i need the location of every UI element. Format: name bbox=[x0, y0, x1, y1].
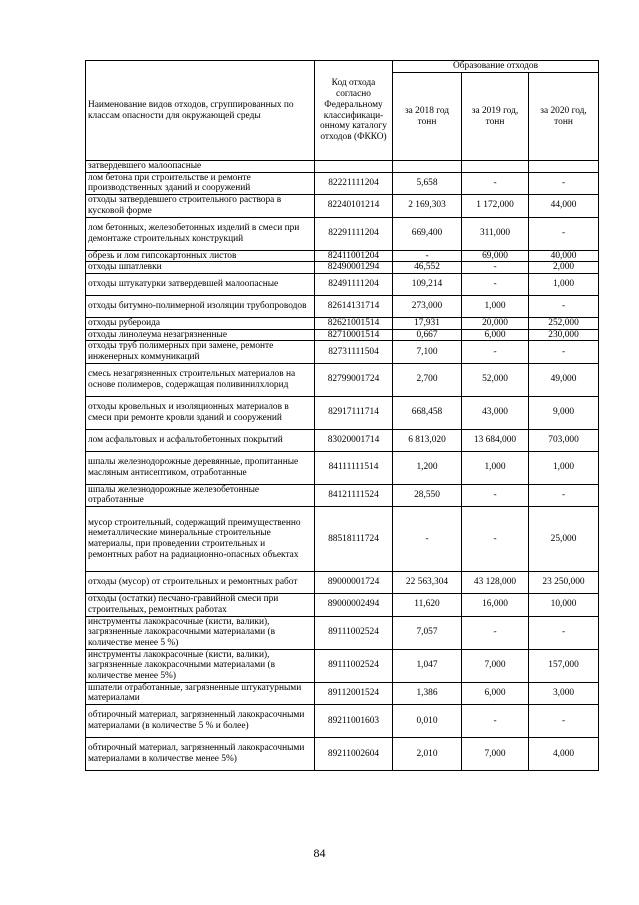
header-code: Код отхода согласно Федеральному классификаци-онному каталогу отходов (ФККО) bbox=[315, 61, 393, 161]
waste-name-cell: отходы затвердевшего строительного раствора в кусковой форме bbox=[86, 195, 315, 217]
value-2019-cell: 1 172,000 bbox=[462, 195, 529, 217]
waste-name-cell: лом бетона при строительстве и ремонте производственных зданий и сооружений bbox=[86, 172, 315, 194]
table-row bbox=[86, 682, 599, 704]
table-row bbox=[86, 317, 599, 329]
value-2020-cell: - bbox=[529, 616, 599, 649]
value-2019-cell: 16,000 bbox=[462, 594, 529, 616]
waste-code-cell: 82710001514 bbox=[315, 329, 393, 341]
waste-name-cell: отходы линолеума незагрязненные bbox=[86, 329, 315, 341]
value-2020-cell: 9,000 bbox=[529, 396, 599, 429]
value-2019-cell: - bbox=[462, 273, 529, 295]
waste-code-cell: 89211002604 bbox=[315, 738, 393, 771]
value-2018-cell: 5,658 bbox=[393, 172, 462, 194]
waste-name-cell: отходы кровельных и изоляционных материалов в смеси при ремонте кровли зданий и сооружений bbox=[86, 396, 315, 429]
value-2018-cell: 28,550 bbox=[393, 484, 462, 506]
waste-name-cell: затвердевшего малоопасные bbox=[86, 161, 315, 173]
waste-code-cell: 82221111204 bbox=[315, 172, 393, 194]
value-2020-cell: 44,000 bbox=[529, 195, 599, 217]
table-row bbox=[86, 616, 599, 649]
waste-name-cell: отходы (остатки) песчано-гравийной смеси при строительных, ремонтных работах bbox=[86, 594, 315, 616]
value-2020-cell: 252,000 bbox=[529, 317, 599, 329]
value-2019-cell: - bbox=[462, 262, 529, 274]
table-row bbox=[86, 273, 599, 295]
value-2018-cell: 0,010 bbox=[393, 705, 462, 738]
table-row bbox=[86, 341, 599, 363]
table-row bbox=[86, 705, 599, 738]
waste-name-cell: шпалы железнодорожные железобетонные отработанные bbox=[86, 484, 315, 506]
value-2018-cell bbox=[393, 161, 462, 173]
value-2019-cell: 1,000 bbox=[462, 295, 529, 317]
waste-code-cell: 89211001603 bbox=[315, 705, 393, 738]
waste-code-cell: 89000001724 bbox=[315, 572, 393, 594]
table-row bbox=[86, 363, 599, 396]
value-2020-cell: 1,000 bbox=[529, 273, 599, 295]
waste-code-cell: 89111002524 bbox=[315, 649, 393, 682]
value-2020-cell: - bbox=[529, 705, 599, 738]
value-2020-cell: 40,000 bbox=[529, 250, 599, 262]
value-2020-cell: 3,000 bbox=[529, 682, 599, 704]
header-year-2018: за 2018 год тонн bbox=[393, 73, 462, 161]
waste-code-cell: 89000002494 bbox=[315, 594, 393, 616]
value-2019-cell: 52,000 bbox=[462, 363, 529, 396]
waste-name-cell: инструменты лакокрасочные (кисти, валики), загрязненные лакокрасочными материалами (в количестве менее 5%) bbox=[86, 649, 315, 682]
value-2019-cell bbox=[462, 161, 529, 173]
table-row bbox=[86, 649, 599, 682]
waste-name-cell: лом бетонных, железобетонных изделий в смеси при демонтаже строительных конструкций bbox=[86, 217, 315, 250]
value-2018-cell: 11,620 bbox=[393, 594, 462, 616]
value-2019-cell: 20,000 bbox=[462, 317, 529, 329]
value-2020-cell: - bbox=[529, 295, 599, 317]
waste-name-cell: инструменты лакокрасочные (кисти, валики), загрязненные лакокрасочными материалами (в количестве менее 5 %) bbox=[86, 616, 315, 649]
table-row bbox=[86, 172, 599, 194]
waste-name-cell: обрезь и лом гипсокартонных листов bbox=[86, 250, 315, 262]
table-body bbox=[86, 161, 599, 771]
waste-name-cell: мусор строительный, содержащий преимущественно неметаллические минеральные строительные материалы, при проведении строительных и ремонтных работ на радиационно-опасных объектах bbox=[86, 507, 315, 572]
value-2018-cell: 109,214 bbox=[393, 273, 462, 295]
value-2019-cell: 69,000 bbox=[462, 250, 529, 262]
waste-code-cell: 82621001514 bbox=[315, 317, 393, 329]
waste-code-cell: 88518111724 bbox=[315, 507, 393, 572]
table-row bbox=[86, 295, 599, 317]
waste-code-cell: 82490001294 bbox=[315, 262, 393, 274]
value-2020-cell: - bbox=[529, 484, 599, 506]
waste-code-cell bbox=[315, 161, 393, 173]
header-year-2019: за 2019 год, тонн bbox=[462, 73, 529, 161]
table-header bbox=[86, 61, 599, 161]
value-2019-cell: 13 684,000 bbox=[462, 429, 529, 451]
waste-code-cell: 84121111524 bbox=[315, 484, 393, 506]
value-2020-cell: 230,000 bbox=[529, 329, 599, 341]
value-2019-cell: 43,000 bbox=[462, 396, 529, 429]
value-2020-cell: 157,000 bbox=[529, 649, 599, 682]
table-row bbox=[86, 429, 599, 451]
value-2018-cell: 6 813,020 bbox=[393, 429, 462, 451]
table-row bbox=[86, 507, 599, 572]
value-2018-cell: 2 169,303 bbox=[393, 195, 462, 217]
table-row bbox=[86, 396, 599, 429]
value-2019-cell: 7,000 bbox=[462, 649, 529, 682]
waste-code-cell: 82731111504 bbox=[315, 341, 393, 363]
header-year-2020: за 2020 год, тонн bbox=[529, 73, 599, 161]
value-2018-cell: 17,931 bbox=[393, 317, 462, 329]
table-row bbox=[86, 572, 599, 594]
waste-code-cell: 82491111204 bbox=[315, 273, 393, 295]
value-2018-cell: 2,010 bbox=[393, 738, 462, 771]
value-2020-cell: 2,000 bbox=[529, 262, 599, 274]
value-2019-cell: 311,000 bbox=[462, 217, 529, 250]
value-2018-cell: 2,700 bbox=[393, 363, 462, 396]
value-2019-cell: - bbox=[462, 705, 529, 738]
value-2020-cell: 10,000 bbox=[529, 594, 599, 616]
value-2019-cell: - bbox=[462, 616, 529, 649]
waste-code-cell: 89111002524 bbox=[315, 616, 393, 649]
value-2020-cell: 23 250,000 bbox=[529, 572, 599, 594]
value-2019-cell: - bbox=[462, 172, 529, 194]
waste-code-cell: 89112001524 bbox=[315, 682, 393, 704]
value-2020-cell: - bbox=[529, 217, 599, 250]
waste-name-cell: обтирочный материал, загрязненный лакокрасочными материалами в количестве менее 5%) bbox=[86, 738, 315, 771]
waste-code-cell: 82240101214 bbox=[315, 195, 393, 217]
value-2018-cell: - bbox=[393, 507, 462, 572]
waste-code-cell: 84111111514 bbox=[315, 451, 393, 484]
value-2019-cell: 6,000 bbox=[462, 329, 529, 341]
value-2019-cell: - bbox=[462, 341, 529, 363]
table-row bbox=[86, 329, 599, 341]
header-name: Наименование видов отходов, сгруппированных по классам опасности для окружающей среды bbox=[86, 61, 315, 161]
waste-name-cell: обтирочный материал, загрязненный лакокрасочными материалами (в количестве 5 % и более) bbox=[86, 705, 315, 738]
value-2020-cell: 25,000 bbox=[529, 507, 599, 572]
waste-name-cell: шпатели отработанные, загрязненные штукатурными материалами bbox=[86, 682, 315, 704]
waste-name-cell: отходы рубероида bbox=[86, 317, 315, 329]
value-2018-cell: 0,667 bbox=[393, 329, 462, 341]
value-2020-cell: 1,000 bbox=[529, 451, 599, 484]
waste-name-cell: отходы штукатурки затвердевшей малоопасные bbox=[86, 273, 315, 295]
waste-name-cell: отходы труб полимерных при замене, ремонте инженерных коммуникаций bbox=[86, 341, 315, 363]
value-2020-cell: 703,000 bbox=[529, 429, 599, 451]
value-2018-cell: 669,400 bbox=[393, 217, 462, 250]
waste-name-cell: отходы битумно-полимерной изоляции трубопроводов bbox=[86, 295, 315, 317]
waste-name-cell: отходы (мусор) от строительных и ремонтных работ bbox=[86, 572, 315, 594]
value-2018-cell: 22 563,304 bbox=[393, 572, 462, 594]
value-2020-cell bbox=[529, 161, 599, 173]
waste-code-cell: 82291111204 bbox=[315, 217, 393, 250]
waste-code-cell: 82411001204 bbox=[315, 250, 393, 262]
value-2019-cell: 7,000 bbox=[462, 738, 529, 771]
waste-name-cell: отходы шпатлевки bbox=[86, 262, 315, 274]
value-2018-cell: 7,100 bbox=[393, 341, 462, 363]
page-number: 84 bbox=[313, 846, 326, 860]
value-2019-cell: 6,000 bbox=[462, 682, 529, 704]
value-2019-cell: - bbox=[462, 507, 529, 572]
waste-code-cell: 82614131714 bbox=[315, 295, 393, 317]
value-2018-cell: 1,047 bbox=[393, 649, 462, 682]
waste-table bbox=[85, 60, 599, 771]
header-waste-generation: Образование отходов bbox=[393, 61, 599, 73]
value-2018-cell: 668,458 bbox=[393, 396, 462, 429]
table-row bbox=[86, 594, 599, 616]
waste-code-cell: 82917111714 bbox=[315, 396, 393, 429]
table-row bbox=[86, 161, 599, 173]
waste-name-cell: шпалы железнодорожные деревянные, пропитанные масляным антисептиком, отработанные bbox=[86, 451, 315, 484]
value-2019-cell: - bbox=[462, 484, 529, 506]
table-row bbox=[86, 262, 599, 274]
table-row bbox=[86, 195, 599, 217]
value-2020-cell: - bbox=[529, 341, 599, 363]
table-row bbox=[86, 484, 599, 506]
value-2020-cell: - bbox=[529, 172, 599, 194]
value-2018-cell: 46,552 bbox=[393, 262, 462, 274]
waste-code-cell: 82799001724 bbox=[315, 363, 393, 396]
waste-name-cell: смесь незагрязненных строительных материалов на основе полимеров, содержащая поливинилхлорид bbox=[86, 363, 315, 396]
table-row bbox=[86, 217, 599, 250]
value-2018-cell: 1,200 bbox=[393, 451, 462, 484]
value-2018-cell: - bbox=[393, 250, 462, 262]
value-2018-cell: 273,000 bbox=[393, 295, 462, 317]
value-2020-cell: 49,000 bbox=[529, 363, 599, 396]
table-row bbox=[86, 250, 599, 262]
waste-code-cell: 83020001714 bbox=[315, 429, 393, 451]
value-2019-cell: 1,000 bbox=[462, 451, 529, 484]
value-2020-cell: 4,000 bbox=[529, 738, 599, 771]
value-2018-cell: 1,386 bbox=[393, 682, 462, 704]
value-2019-cell: 43 128,000 bbox=[462, 572, 529, 594]
table-row bbox=[86, 451, 599, 484]
waste-name-cell: лом асфальтовых и асфальтобетонных покрытий bbox=[86, 429, 315, 451]
table-row bbox=[86, 738, 599, 771]
value-2018-cell: 7,057 bbox=[393, 616, 462, 649]
